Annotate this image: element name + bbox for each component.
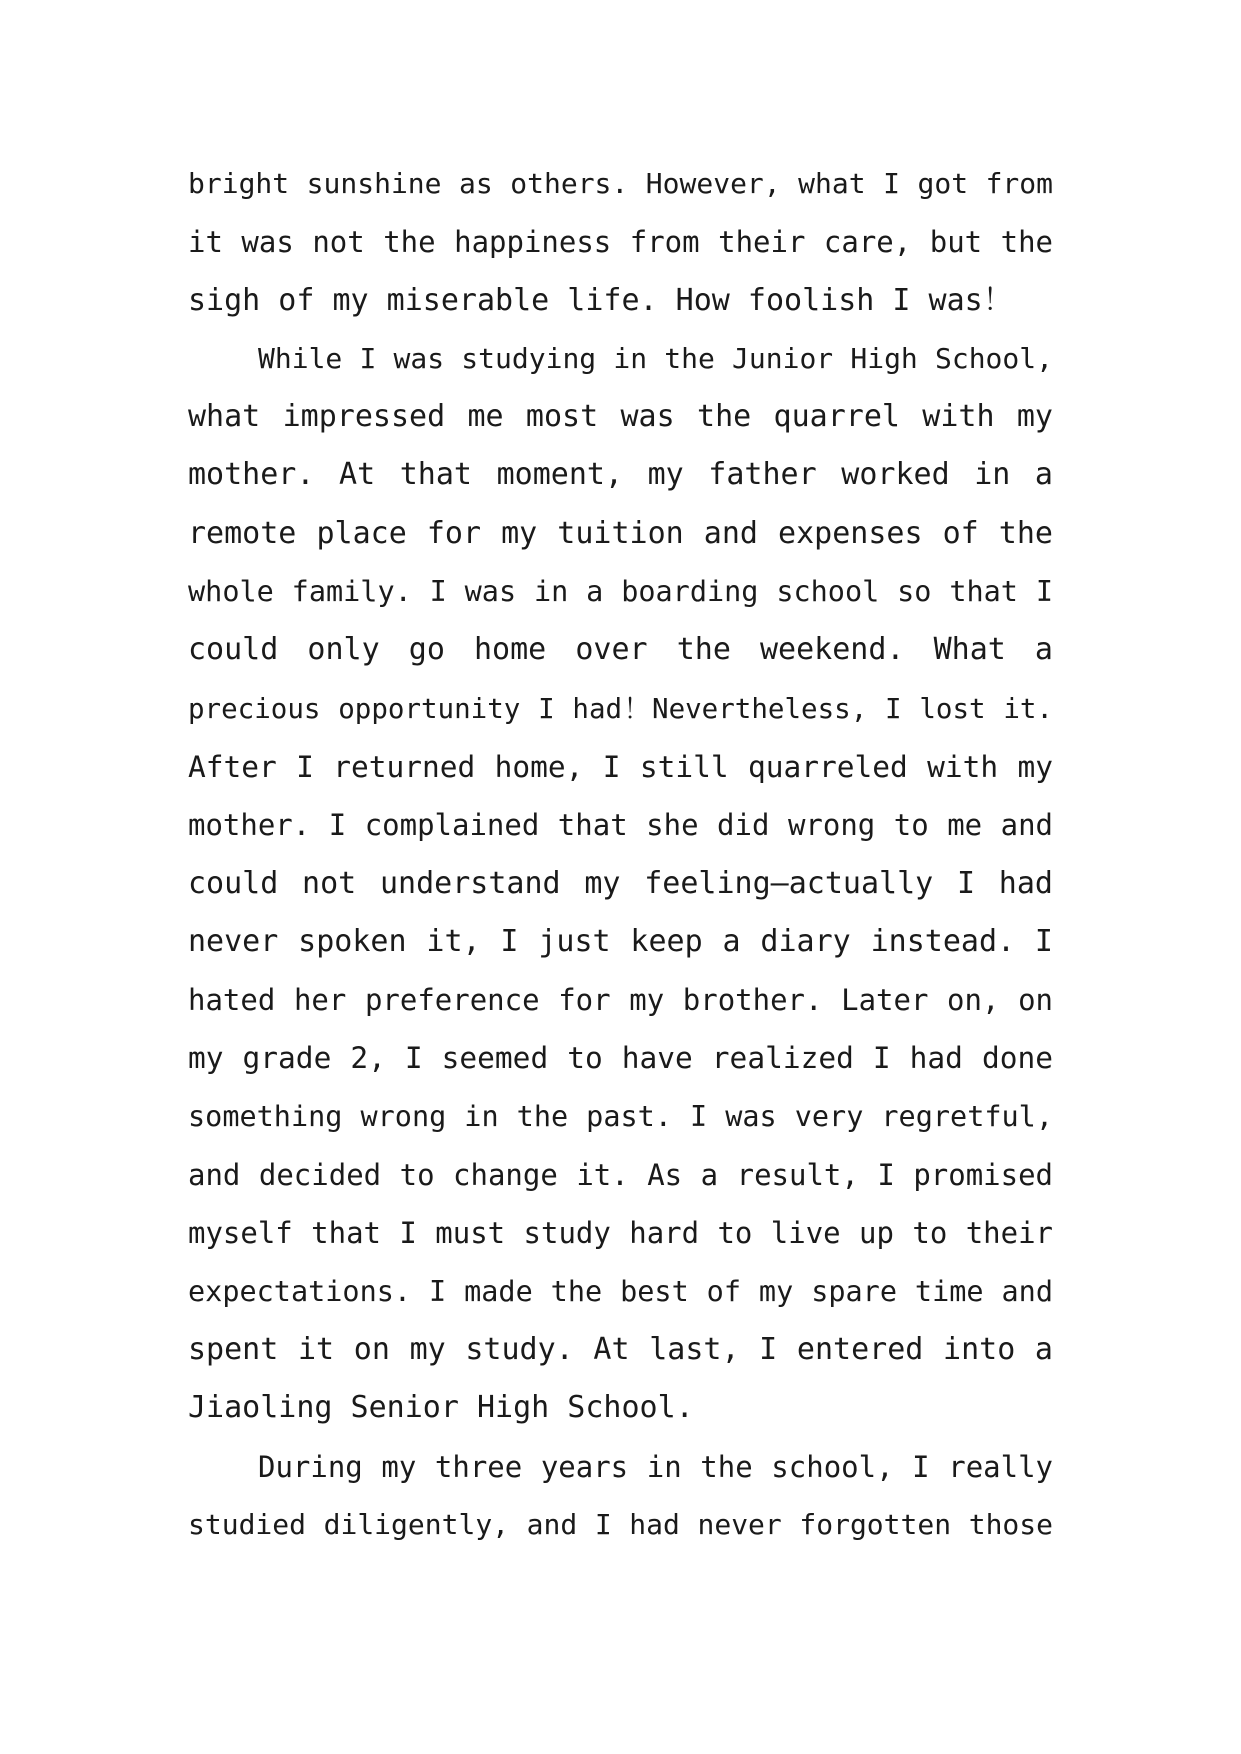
text-line: whole family. I was in a boarding school so that I [188, 575, 1053, 609]
text-line: expectations. I made the best of my spare time and [188, 1274, 1053, 1308]
text-line: could not understand my feeling—actually I had [188, 865, 1053, 901]
text-line: studied diligently, and I had never forgotten those [188, 1507, 1053, 1541]
text-line: my grade 2, I seemed to have realized I had done [188, 1041, 1053, 1076]
text-line: what impressed me most was the quarrel with my [188, 399, 1053, 435]
text-line: myself that I must study hard to live up to their [188, 1216, 1053, 1251]
text-line: precious opportunity I had！Nevertheless, I lost it. [188, 692, 1053, 725]
text-line: spent it on my study. At last, I entered into a [188, 1331, 1053, 1367]
text-line: it was not the happiness from their care, but the [188, 225, 1053, 260]
body-text [188, 162, 1053, 1561]
text-line: remote place for my tuition and expenses of the [188, 515, 1053, 551]
paragraph-start-line: While I was studying in the Junior High School, [258, 341, 1053, 375]
text-line: After I returned home, I still quarreled with my [188, 749, 1053, 784]
text-line: Jiaoling Senior High School. [188, 1390, 694, 1426]
text-line: bright sunshine as others. However, what I got from [188, 167, 1053, 200]
text-line: mother. At that moment, my father worked in a [188, 457, 1053, 493]
text-line: sigh of my miserable life. How foolish I was！ [188, 282, 1013, 318]
text-line: and decided to change it. As a result, I promised [188, 1158, 1053, 1193]
text-line: mother. I complained that she did wrong to me and [188, 808, 1053, 843]
text-line: hated her preference for my brother. Later on, on [188, 983, 1053, 1018]
paragraph-start-line: During my three years in the school, I really [258, 1449, 1053, 1484]
text-line: never spoken it, I just keep a diary instead. I [188, 923, 1053, 959]
text-line: something wrong in the past. I was very regretful, [188, 1099, 1053, 1133]
text-line: could only go home over the weekend. What a [188, 632, 1053, 668]
